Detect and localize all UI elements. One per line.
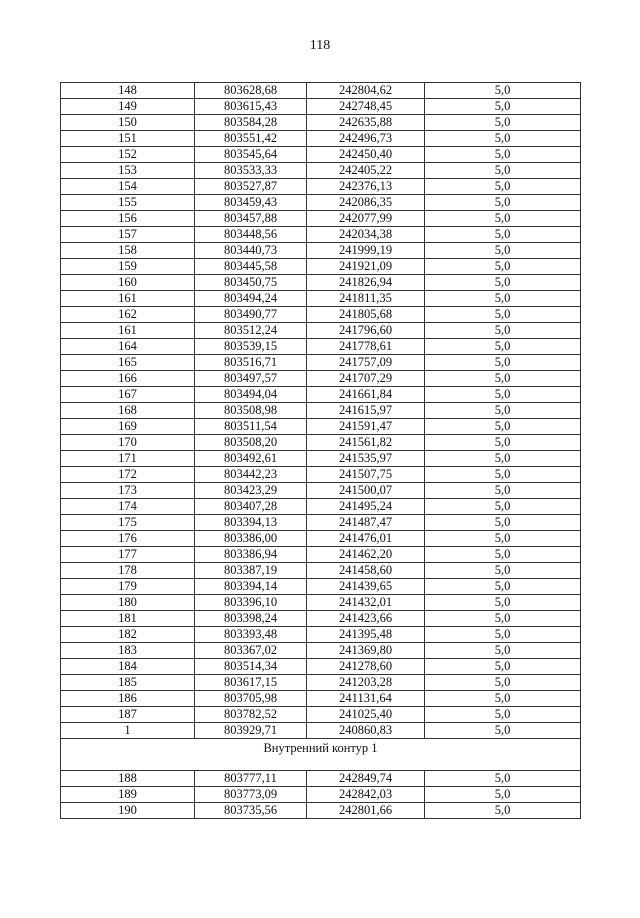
table-row [61, 323, 581, 339]
accuracy-cell: 5,0 [425, 707, 581, 723]
table-row [61, 131, 581, 147]
accuracy-cell: 5,0 [425, 531, 581, 547]
x-coordinate-cell: 803490,77 [195, 307, 307, 323]
y-coordinate-cell: 241999,19 [307, 243, 425, 259]
y-coordinate-cell: 241423,66 [307, 611, 425, 627]
y-coordinate-cell: 241591,47 [307, 419, 425, 435]
table-row [61, 275, 581, 291]
x-coordinate-cell: 803705,98 [195, 691, 307, 707]
x-coordinate-cell: 803628,68 [195, 83, 307, 99]
table-row [61, 371, 581, 387]
table-row [61, 195, 581, 211]
x-coordinate-cell: 803511,54 [195, 419, 307, 435]
accuracy-cell: 5,0 [425, 627, 581, 643]
y-coordinate-cell: 241561,82 [307, 435, 425, 451]
table-row [61, 179, 581, 195]
accuracy-cell: 5,0 [425, 323, 581, 339]
accuracy-cell: 5,0 [425, 227, 581, 243]
y-coordinate-cell: 242376,13 [307, 179, 425, 195]
table-row [61, 387, 581, 403]
point-number-cell: 1 [61, 723, 195, 739]
accuracy-cell: 5,0 [425, 275, 581, 291]
x-coordinate-cell: 803394,14 [195, 579, 307, 595]
table-row [61, 723, 581, 739]
accuracy-cell: 5,0 [425, 451, 581, 467]
point-number-cell: 178 [61, 563, 195, 579]
x-coordinate-cell: 803448,56 [195, 227, 307, 243]
x-coordinate-cell: 803450,75 [195, 275, 307, 291]
section-title: Внутренний контур 1 [263, 741, 378, 755]
x-coordinate-cell: 803494,24 [195, 291, 307, 307]
section-header-cell [61, 739, 581, 771]
y-coordinate-cell: 241757,09 [307, 355, 425, 371]
page-number: 118 [309, 38, 331, 53]
x-coordinate-cell: 803423,29 [195, 483, 307, 499]
point-number-cell: 149 [61, 99, 195, 115]
table-row [61, 147, 581, 163]
y-coordinate-cell: 241805,68 [307, 307, 425, 323]
point-number-cell: 151 [61, 131, 195, 147]
y-coordinate-cell: 242405,22 [307, 163, 425, 179]
point-number-cell: 190 [61, 803, 195, 819]
accuracy-cell: 5,0 [425, 403, 581, 419]
accuracy-cell: 5,0 [425, 371, 581, 387]
point-number-cell: 176 [61, 531, 195, 547]
y-coordinate-cell: 241796,60 [307, 323, 425, 339]
table-row [61, 707, 581, 723]
table-row [61, 483, 581, 499]
accuracy-cell: 5,0 [425, 723, 581, 739]
table-row [61, 83, 581, 99]
accuracy-cell: 5,0 [425, 291, 581, 307]
table-row [61, 99, 581, 115]
point-number-cell: 183 [61, 643, 195, 659]
accuracy-cell: 5,0 [425, 659, 581, 675]
accuracy-cell: 5,0 [425, 467, 581, 483]
accuracy-cell: 5,0 [425, 499, 581, 515]
y-coordinate-cell: 241025,40 [307, 707, 425, 723]
y-coordinate-cell: 241462,20 [307, 547, 425, 563]
table-row [61, 451, 581, 467]
x-coordinate-cell: 803512,24 [195, 323, 307, 339]
point-number-cell: 164 [61, 339, 195, 355]
x-coordinate-cell: 803782,52 [195, 707, 307, 723]
x-coordinate-cell: 803398,24 [195, 611, 307, 627]
table-row [61, 579, 581, 595]
x-coordinate-cell: 803396,10 [195, 595, 307, 611]
x-coordinate-cell: 803516,71 [195, 355, 307, 371]
accuracy-cell: 5,0 [425, 579, 581, 595]
table-row [61, 531, 581, 547]
coordinates-table-body [61, 83, 581, 819]
y-coordinate-cell: 241826,94 [307, 275, 425, 291]
point-number-cell: 185 [61, 675, 195, 691]
y-coordinate-cell: 241500,07 [307, 483, 425, 499]
point-number-cell: 174 [61, 499, 195, 515]
point-number-cell: 161 [61, 291, 195, 307]
y-coordinate-cell: 241921,09 [307, 259, 425, 275]
accuracy-cell: 5,0 [425, 339, 581, 355]
x-coordinate-cell: 803445,58 [195, 259, 307, 275]
y-coordinate-cell: 241369,80 [307, 643, 425, 659]
x-coordinate-cell: 803387,19 [195, 563, 307, 579]
y-coordinate-cell: 242849,74 [307, 771, 425, 787]
table-row [61, 547, 581, 563]
y-coordinate-cell: 241439,65 [307, 579, 425, 595]
point-number-cell: 159 [61, 259, 195, 275]
x-coordinate-cell: 803527,87 [195, 179, 307, 195]
table-row [61, 307, 581, 323]
accuracy-cell: 5,0 [425, 259, 581, 275]
accuracy-cell: 5,0 [425, 803, 581, 819]
y-coordinate-cell: 241535,97 [307, 451, 425, 467]
x-coordinate-cell: 803497,57 [195, 371, 307, 387]
point-number-cell: 155 [61, 195, 195, 211]
table-row [61, 595, 581, 611]
x-coordinate-cell: 803367,02 [195, 643, 307, 659]
point-number-cell: 173 [61, 483, 195, 499]
accuracy-cell: 5,0 [425, 483, 581, 499]
accuracy-cell: 5,0 [425, 595, 581, 611]
accuracy-cell: 5,0 [425, 115, 581, 131]
y-coordinate-cell: 242801,66 [307, 803, 425, 819]
y-coordinate-cell: 241278,60 [307, 659, 425, 675]
point-number-cell: 188 [61, 771, 195, 787]
table-row [61, 115, 581, 131]
point-number-cell: 161 [61, 323, 195, 339]
table-row [61, 355, 581, 371]
y-coordinate-cell: 241707,29 [307, 371, 425, 387]
x-coordinate-cell: 803545,64 [195, 147, 307, 163]
x-coordinate-cell: 803551,42 [195, 131, 307, 147]
y-coordinate-cell: 242086,35 [307, 195, 425, 211]
y-coordinate-cell: 241778,61 [307, 339, 425, 355]
y-coordinate-cell: 241203,28 [307, 675, 425, 691]
table-row [61, 515, 581, 531]
y-coordinate-cell: 242496,73 [307, 131, 425, 147]
point-number-cell: 150 [61, 115, 195, 131]
point-number-cell: 179 [61, 579, 195, 595]
y-coordinate-cell: 241495,24 [307, 499, 425, 515]
x-coordinate-cell: 803394,13 [195, 515, 307, 531]
accuracy-cell: 5,0 [425, 691, 581, 707]
x-coordinate-cell: 803508,20 [195, 435, 307, 451]
accuracy-cell: 5,0 [425, 675, 581, 691]
point-number-cell: 184 [61, 659, 195, 675]
y-coordinate-cell: 241131,64 [307, 691, 425, 707]
accuracy-cell: 5,0 [425, 355, 581, 371]
y-coordinate-cell: 241395,48 [307, 627, 425, 643]
table-row [61, 675, 581, 691]
y-coordinate-cell: 241615,97 [307, 403, 425, 419]
table-row [61, 787, 581, 803]
table-row [61, 499, 581, 515]
x-coordinate-cell: 803457,88 [195, 211, 307, 227]
point-number-cell: 186 [61, 691, 195, 707]
accuracy-cell: 5,0 [425, 147, 581, 163]
section-header-row [61, 739, 581, 771]
point-number-cell: 180 [61, 595, 195, 611]
x-coordinate-cell: 803494,04 [195, 387, 307, 403]
table-row [61, 163, 581, 179]
point-number-cell: 177 [61, 547, 195, 563]
x-coordinate-cell: 803539,15 [195, 339, 307, 355]
x-coordinate-cell: 803773,09 [195, 787, 307, 803]
point-number-cell: 165 [61, 355, 195, 371]
accuracy-cell: 5,0 [425, 611, 581, 627]
accuracy-cell: 5,0 [425, 179, 581, 195]
x-coordinate-cell: 803584,28 [195, 115, 307, 131]
table-row [61, 643, 581, 659]
x-coordinate-cell: 803386,94 [195, 547, 307, 563]
point-number-cell: 167 [61, 387, 195, 403]
x-coordinate-cell: 803615,43 [195, 99, 307, 115]
x-coordinate-cell: 803617,15 [195, 675, 307, 691]
table-row [61, 403, 581, 419]
y-coordinate-cell: 241458,60 [307, 563, 425, 579]
accuracy-cell: 5,0 [425, 435, 581, 451]
y-coordinate-cell: 241487,47 [307, 515, 425, 531]
point-number-cell: 153 [61, 163, 195, 179]
point-number-cell: 152 [61, 147, 195, 163]
accuracy-cell: 5,0 [425, 243, 581, 259]
table-row [61, 691, 581, 707]
table-row [61, 339, 581, 355]
point-number-cell: 160 [61, 275, 195, 291]
accuracy-cell: 5,0 [425, 643, 581, 659]
accuracy-cell: 5,0 [425, 547, 581, 563]
accuracy-cell: 5,0 [425, 99, 581, 115]
accuracy-cell: 5,0 [425, 195, 581, 211]
table-row [61, 659, 581, 675]
table-row [61, 803, 581, 819]
accuracy-cell: 5,0 [425, 163, 581, 179]
accuracy-cell: 5,0 [425, 419, 581, 435]
point-number-cell: 157 [61, 227, 195, 243]
y-coordinate-cell: 242748,45 [307, 99, 425, 115]
coordinates-table [60, 82, 581, 819]
x-coordinate-cell: 803533,33 [195, 163, 307, 179]
x-coordinate-cell: 803735,56 [195, 803, 307, 819]
point-number-cell: 169 [61, 419, 195, 435]
table-row [61, 291, 581, 307]
y-coordinate-cell: 241432,01 [307, 595, 425, 611]
table-row [61, 627, 581, 643]
accuracy-cell: 5,0 [425, 787, 581, 803]
point-number-cell: 187 [61, 707, 195, 723]
point-number-cell: 156 [61, 211, 195, 227]
y-coordinate-cell: 242077,99 [307, 211, 425, 227]
table-row [61, 243, 581, 259]
y-coordinate-cell: 240860,83 [307, 723, 425, 739]
y-coordinate-cell: 242034,38 [307, 227, 425, 243]
table-row [61, 211, 581, 227]
point-number-cell: 148 [61, 83, 195, 99]
x-coordinate-cell: 803442,23 [195, 467, 307, 483]
x-coordinate-cell: 803492,61 [195, 451, 307, 467]
point-number-cell: 175 [61, 515, 195, 531]
accuracy-cell: 5,0 [425, 131, 581, 147]
table-row [61, 611, 581, 627]
point-number-cell: 172 [61, 467, 195, 483]
y-coordinate-cell: 242450,40 [307, 147, 425, 163]
point-number-cell: 166 [61, 371, 195, 387]
point-number-cell: 154 [61, 179, 195, 195]
x-coordinate-cell: 803386,00 [195, 531, 307, 547]
table-row [61, 467, 581, 483]
y-coordinate-cell: 242804,62 [307, 83, 425, 99]
accuracy-cell: 5,0 [425, 211, 581, 227]
point-number-cell: 168 [61, 403, 195, 419]
y-coordinate-cell: 241507,75 [307, 467, 425, 483]
y-coordinate-cell: 241811,35 [307, 291, 425, 307]
accuracy-cell: 5,0 [425, 307, 581, 323]
x-coordinate-cell: 803407,28 [195, 499, 307, 515]
table-row [61, 435, 581, 451]
y-coordinate-cell: 241476,01 [307, 531, 425, 547]
point-number-cell: 189 [61, 787, 195, 803]
accuracy-cell: 5,0 [425, 387, 581, 403]
table-row [61, 419, 581, 435]
point-number-cell: 181 [61, 611, 195, 627]
x-coordinate-cell: 803459,43 [195, 195, 307, 211]
y-coordinate-cell: 242842,03 [307, 787, 425, 803]
table-row [61, 259, 581, 275]
table-row [61, 227, 581, 243]
accuracy-cell: 5,0 [425, 771, 581, 787]
accuracy-cell: 5,0 [425, 83, 581, 99]
y-coordinate-cell: 242635,88 [307, 115, 425, 131]
point-number-cell: 171 [61, 451, 195, 467]
accuracy-cell: 5,0 [425, 515, 581, 531]
table-row [61, 563, 581, 579]
point-number-cell: 158 [61, 243, 195, 259]
y-coordinate-cell: 241661,84 [307, 387, 425, 403]
x-coordinate-cell: 803929,71 [195, 723, 307, 739]
accuracy-cell: 5,0 [425, 563, 581, 579]
table-row [61, 771, 581, 787]
point-number-cell: 170 [61, 435, 195, 451]
x-coordinate-cell: 803777,11 [195, 771, 307, 787]
x-coordinate-cell: 803393,48 [195, 627, 307, 643]
x-coordinate-cell: 803514,34 [195, 659, 307, 675]
point-number-cell: 182 [61, 627, 195, 643]
x-coordinate-cell: 803508,98 [195, 403, 307, 419]
point-number-cell: 162 [61, 307, 195, 323]
x-coordinate-cell: 803440,73 [195, 243, 307, 259]
